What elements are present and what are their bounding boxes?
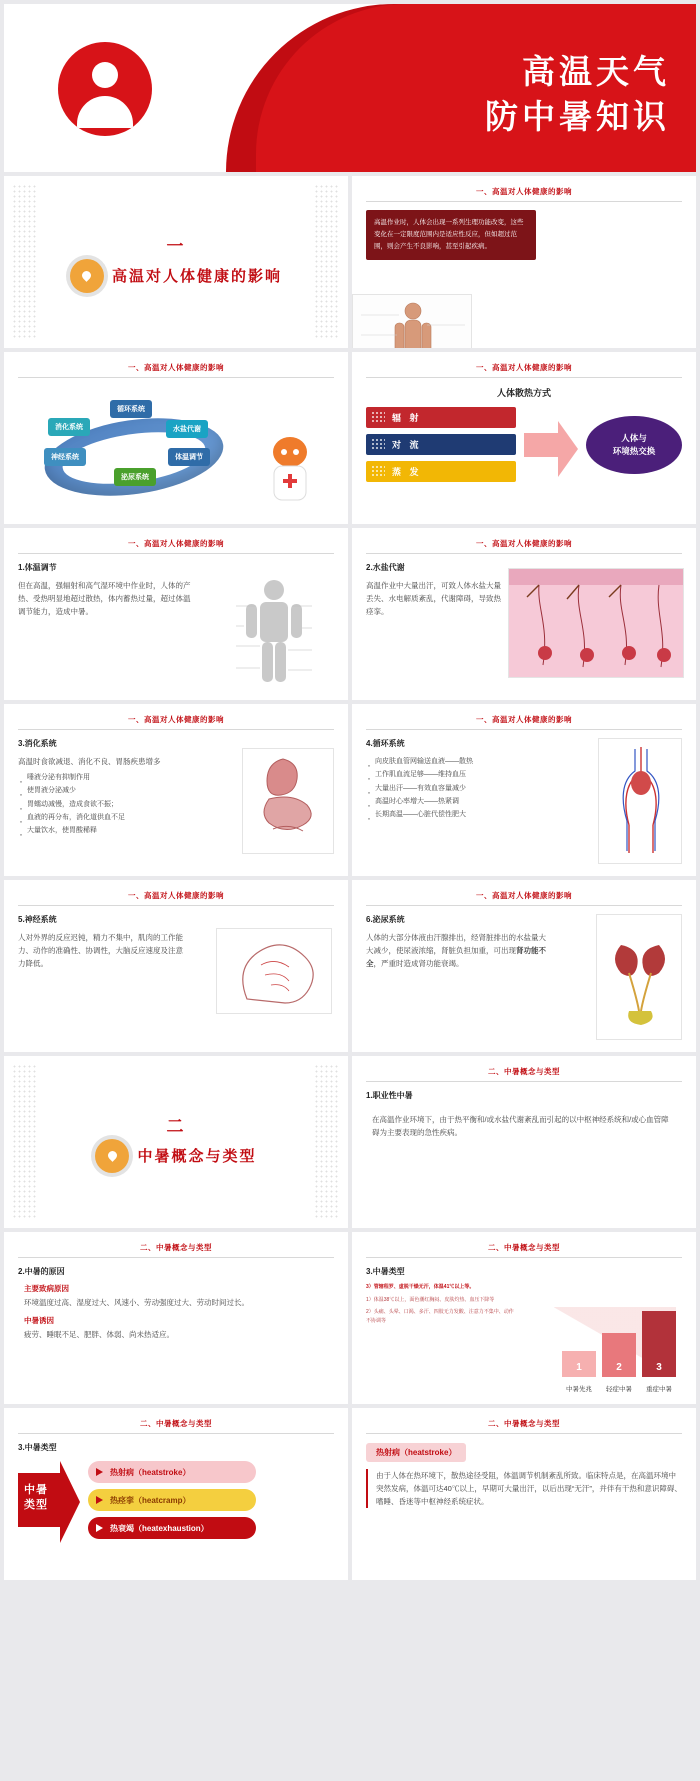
cycle-label-urinary: 泌尿系统 <box>114 468 156 486</box>
section-title: 中暑概念与类型 <box>137 1148 257 1165</box>
slide-body: 高温作业中大量出汗，可致人体水盐大量丢失、水电解质紊乱，代谢障碍，导致热痉挛。 <box>366 581 501 617</box>
dissipation-bar-radiation: 辐 射 <box>366 407 516 428</box>
circulatory-bullets <box>366 755 548 821</box>
type-label: 热射病（heatstroke） <box>110 1467 191 1477</box>
slide-heatstroke-levels <box>352 1232 696 1404</box>
slide-nervous <box>4 880 348 1052</box>
divider <box>18 729 334 730</box>
type-item-heatcramp <box>88 1489 256 1511</box>
arrow-label-line1: 中暑 <box>24 1484 48 1496</box>
heat-exchange-result: 人体与 环境热交换 <box>586 416 682 474</box>
level-bar-1: 1 <box>562 1351 596 1377</box>
level-note-2: 2）头痛、头晕、口渴、多汗、四肢无力发酸、注意力不集中、动作不协调等 <box>366 1309 514 1324</box>
section-cover-1 <box>4 176 348 348</box>
level-bar-2: 2 <box>602 1333 636 1377</box>
type-label: 热衰竭（heatexhaustion） <box>110 1523 209 1533</box>
body-heat-balance-diagram <box>226 576 322 686</box>
level-bar-labels <box>562 1384 676 1393</box>
slide-title: 5.神经系统 <box>18 915 57 924</box>
heatstroke-tag: 热射病（heatstroke） <box>366 1443 466 1462</box>
divider <box>18 905 334 906</box>
dissipation-title: 人体散热方式 <box>496 388 551 398</box>
list-item: · 大量出汗——有效血容量减少 <box>366 782 548 795</box>
digestive-bullets <box>18 771 196 837</box>
cycle-label-thermoregulation: 体温调节 <box>168 448 210 466</box>
dissipation-bars <box>366 407 516 482</box>
section-number: 二 <box>166 1116 186 1136</box>
cycle-label-water-salt: 水盐代谢 <box>166 420 208 438</box>
list-item: · 使胃液分泌减少 <box>18 784 196 797</box>
level-note-3: 3）管辖程罗、虚脱干燥无汗，体温41℃以上等。 <box>366 1284 475 1290</box>
section-cover-2 <box>4 1056 348 1228</box>
slide-title: 2.中暑的原因 <box>18 1267 65 1276</box>
section-number: 一 <box>166 236 186 256</box>
arrow-icon <box>96 1524 103 1532</box>
dot-pattern-right <box>314 184 340 340</box>
slide-body: 在高温作业环境下，由于热平衡和/或水盐代谢紊乱而引起的以中枢神经系统和/或心血管障碍为主要表现的急性疾病。 <box>372 1115 669 1138</box>
arrow-right-icon <box>524 417 578 473</box>
slide-title: 3.中暑类型 <box>18 1443 57 1452</box>
slide-header: 一、高温对人体健康的影响 <box>128 363 224 372</box>
human-body-muscular-figure <box>352 294 472 348</box>
slide-body: 人对外界的反应迟钝，精力不集中，肌肉的工作能力、动作的准确性、协调性，大脑反应速度及注意力降低。 <box>18 933 183 969</box>
slide-digestive <box>4 704 348 876</box>
list-item: · 长期高温——心脏代偿性肥大 <box>366 808 548 821</box>
slide-title: 2.水盐代谢 <box>366 563 405 572</box>
slide-systems-cycle <box>4 352 348 524</box>
intro-red-textbox: 高温作业时，人体会出现一系列生理功能改变，这些变化在一定限度范围内是适应性反应，但如超过范围，则会产生不良影响，甚至引起疾病。 <box>366 210 536 260</box>
slide-urinary <box>352 880 696 1052</box>
arrow-label-line2: 类型 <box>24 1498 48 1511</box>
slide-header: 二、中暑概念与类型 <box>488 1067 560 1076</box>
slide-title: 4.循环系统 <box>366 739 405 748</box>
arrow-icon <box>96 1468 103 1476</box>
level-label-1: 中暑先兆 <box>566 1386 592 1393</box>
slide-intro <box>352 176 696 348</box>
cover-slide <box>4 4 696 172</box>
list-item: · 高温时心率增大——热紧调 <box>366 795 548 808</box>
list-item: · 血液的再分布，消化道供血不足 <box>18 811 196 824</box>
slide-header: 一、高温对人体健康的影响 <box>128 539 224 548</box>
slide-occupational-heatstroke <box>352 1056 696 1228</box>
levels-chart <box>366 1283 682 1395</box>
dissipation-bar-evaporation: 蒸 发 <box>366 461 516 482</box>
trigger-text: 疲劳、睡眠不足、肥胖、体弱、尚未热适应。 <box>24 1330 174 1340</box>
level-label-3: 重症中暑 <box>646 1386 672 1393</box>
type-label: 热痉挛（heatcramp） <box>110 1495 191 1505</box>
urinary-body-bold: 肾功能不全 <box>366 946 546 969</box>
divider <box>366 377 682 378</box>
divider <box>366 1081 682 1082</box>
slide-header: 二、中暑概念与类型 <box>140 1419 212 1428</box>
slide-header: 二、中暑概念与类型 <box>140 1243 212 1252</box>
type-item-heatexhaustion <box>88 1517 256 1539</box>
divider <box>366 201 682 202</box>
cycle-label-digestive: 消化系统 <box>48 418 90 436</box>
slide-title: 1.体温调节 <box>18 563 57 572</box>
slide-circulatory <box>352 704 696 876</box>
skin-sweat-gland-diagram <box>508 568 684 678</box>
level-bar-3: 3 <box>642 1311 676 1377</box>
slide-heat-dissipation <box>352 352 696 524</box>
slide-body: 但在高温，强辐射和高气湿环境中作业时，人体的产热、受热明显地超过散热，体内蓄热过量，超过体温调节能力，造成中暑。 <box>18 581 191 617</box>
doctor-mascot-icon <box>262 432 318 506</box>
slide-three-types <box>4 1408 348 1580</box>
divider <box>366 553 682 554</box>
section-title: 高温对人体健康的影响 <box>111 268 282 285</box>
divider <box>18 377 334 378</box>
level-note-1: 1）体温38℃以上，面色潮红胸闷、皮肤灼热、血压下降等 <box>366 1296 495 1303</box>
divider <box>18 1433 334 1434</box>
slide-header: 一、高温对人体健康的影响 <box>128 891 224 900</box>
location-pin-icon <box>70 259 104 293</box>
divider <box>366 1257 682 1258</box>
slide-heatstroke-detail <box>352 1408 696 1580</box>
slide-body <box>366 931 546 970</box>
type-list <box>88 1461 256 1539</box>
dot-pattern-left <box>12 184 38 340</box>
level-label-2: 轻症中暑 <box>606 1386 632 1393</box>
person-avatar-icon <box>58 42 152 136</box>
human-figure-svg <box>353 295 472 348</box>
cycle-diagram <box>18 386 334 512</box>
digestive-system-diagram <box>242 748 334 854</box>
divider <box>366 905 682 906</box>
list-item: · 工作肌血流足够——维持血压 <box>366 768 548 781</box>
divider <box>366 1433 682 1434</box>
slide-causes <box>4 1232 348 1404</box>
slide-header: 一、高温对人体健康的影响 <box>476 187 572 196</box>
dot-pattern-left <box>12 1064 38 1220</box>
divider <box>18 553 334 554</box>
urinary-body-pre: 人体的大部分体液由汗腺排出，经肾脏排出的水盐量大大减少，使尿液浓缩，肾脏负担加重，可出现 <box>366 933 546 956</box>
dissipation-bar-convection: 对 流 <box>366 434 516 455</box>
list-item: · 大量饮水，使胃酸稀释 <box>18 824 196 837</box>
slide-title: 3.消化系统 <box>18 739 57 748</box>
slide-title: 1.职业性中暑 <box>366 1091 413 1100</box>
arrow-icon <box>96 1496 103 1504</box>
list-item: · 胃蠕动减慢，造成食欲不振； <box>18 798 196 811</box>
main-cause-text: 环境温度过高、湿度过大、风速小、劳动强度过大、劳动时间过长。 <box>24 1298 249 1307</box>
type-item-heatstroke <box>88 1461 256 1483</box>
slide-title: 6.泌尿系统 <box>366 915 405 924</box>
main-cause-label: 主要致病原因 <box>24 1284 69 1293</box>
head-nervous-system-diagram <box>216 928 332 1014</box>
list-item: · 唾液分泌有抑制作用 <box>18 771 196 784</box>
arrow-right-icon <box>18 1459 80 1541</box>
divider <box>366 729 682 730</box>
urinary-system-diagram <box>596 914 682 1040</box>
slide-header: 一、高温对人体健康的影响 <box>476 539 572 548</box>
slide-header: 一、高温对人体健康的影响 <box>476 891 572 900</box>
slide-header: 二、中暑概念与类型 <box>488 1419 560 1428</box>
slide-header: 二、中暑概念与类型 <box>488 1243 560 1252</box>
slide-header: 一、高温对人体健康的影响 <box>128 715 224 724</box>
slide-water-salt <box>352 528 696 700</box>
urinary-body-post: ，严重时造成肾功能衰竭。 <box>373 959 464 969</box>
location-pin-icon <box>95 1139 129 1173</box>
cycle-label-nervous: 神经系统 <box>44 448 86 466</box>
slide-header: 一、高温对人体健康的影响 <box>476 363 572 372</box>
slide-title: 3.中暑类型 <box>366 1267 405 1276</box>
list-item: · 向皮肤血管网输送血液——散热 <box>366 755 548 768</box>
dot-pattern-right <box>314 1064 340 1220</box>
level-bars <box>562 1311 676 1377</box>
cycle-label-circulatory: 循环系统 <box>110 400 152 418</box>
slide-header: 一、高温对人体健康的影响 <box>476 715 572 724</box>
slide-thermoregulation <box>4 528 348 700</box>
circulatory-system-diagram <box>598 738 682 864</box>
divider <box>18 1257 334 1258</box>
trigger-label: 中暑诱因 <box>24 1316 54 1326</box>
cover-title: 高温天气 防中暑知识 <box>485 53 670 135</box>
heatstroke-body: 由于人体在热环境下，散热途径受阻，体温调节机制紊乱所致。临床特点是，在高温环境中突然发病，体温可达40℃以上，早期可大量出汗，以后出现“无汗”，并伴有干热和意识障碍、嗜睡、昏迷等中枢神经系统症状。 <box>366 1469 682 1508</box>
digestive-lead: 高温时食欲减退、消化不良、胃肠疾患增多 <box>18 757 161 766</box>
